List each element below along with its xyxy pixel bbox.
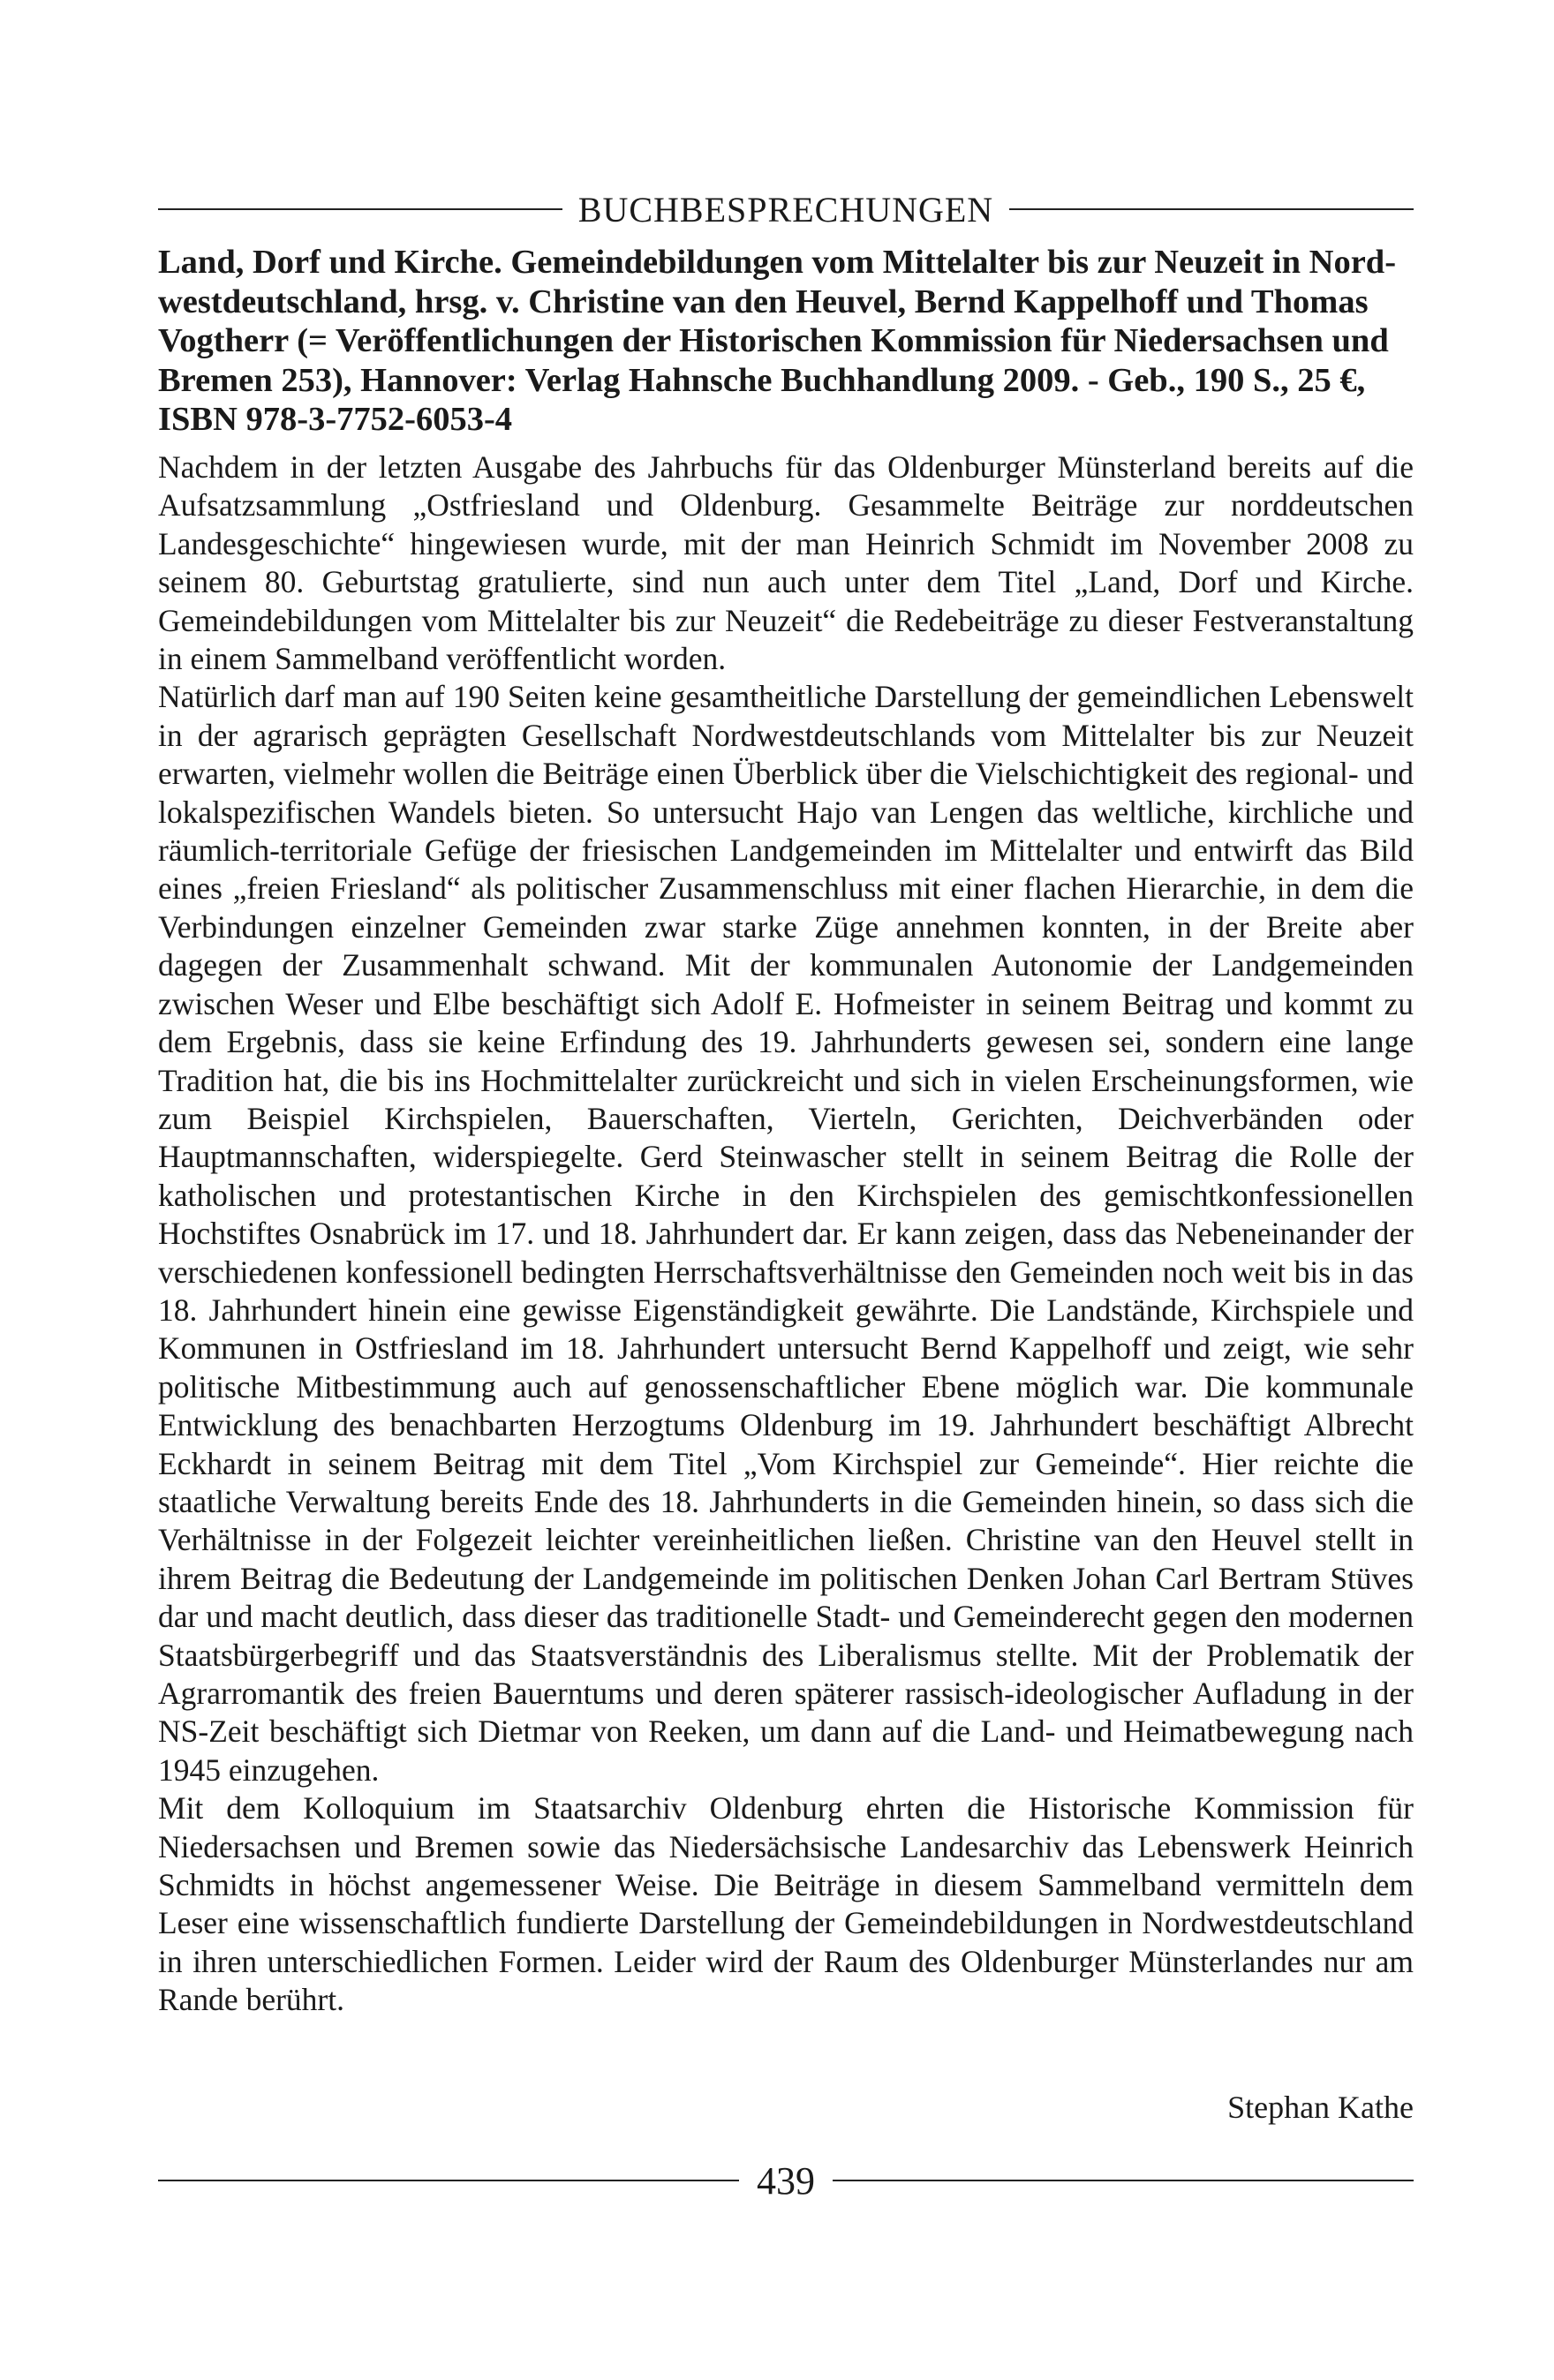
page-footer: [158, 2154, 1414, 2207]
page-number: 439: [757, 2158, 815, 2203]
footer-rule-right: [833, 2180, 1414, 2181]
paragraph: Mit dem Kolloquium im Staatsarchiv Oldenburg ehrten die Historische Kommission für Niedersachsen und Bremen sowie das Niedersächsische Landesarchiv das Lebenswerk Heinrich Schmidts in höchst angemessener Weise. Die Beiträge in diesem Sammelband vermitteln dem Leser eine wissenschaftlich fundierte Darstellung der Gemeindebildungen in Nordwestdeutschland in ihren unterschiedlichen Formen. Leider wird der Raum des Oldenburger Münsterlandes nur am Rande berührt.: [158, 1790, 1414, 2018]
footer-rule-left: [158, 2180, 739, 2181]
citation-line: westdeutschland, hrsg. v. Christine van den Heuvel, Bernd Kappelhoff und Thomas: [158, 282, 1369, 320]
review-body: [158, 448, 1414, 2020]
citation-line: ISBN 978-3-7752-6053-4: [158, 401, 513, 438]
paragraph: Nachdem in der letzten Ausgabe des Jahrbuchs für das Oldenburger Münsterland bereits auf die Aufsatzsammlung „Ostfriesland und Oldenburg. Gesammelte Beiträge zur norddeutschen Landesgeschichte“ hingewiesen wurde, mit der man Heinrich Schmidt im November 2008 zu seinem 80. Geburtstag gratulierte, sind nun auch unter dem Titel „Land, Dorf und Kirche. Gemeindebildungen vom Mittelalter bis zur Neuzeit“ die Redebeiträge zu dieser Festveranstaltung in einem Sammelband veröffentlicht worden.: [158, 449, 1414, 677]
running-header: [158, 187, 1414, 231]
header-rule-left: [158, 208, 562, 210]
citation-line: Bremen 253), Hannover: Verlag Hahnsche Buchhandlung 2009. - Geb., 190 S., 25 €,: [158, 361, 1366, 399]
citation-line: Land, Dorf und Kirche. Gemeindebildungen vom Mittelalter bis zur Neuzeit in Nord-: [158, 244, 1397, 281]
review-author: Stephan Kathe: [1227, 2090, 1414, 2125]
paragraph: Natürlich darf man auf 190 Seiten keine gesamtheitliche Darstellung der gemeindlichen Lebenswelt in der agrarisch geprägten Gesellschaft Nordwestdeutschlands vom Mittelalter bis zur Neuzeit erwarten, vielmehr wollen die Beiträge einen Überblick über die Vielschichtigkeit des regional- und lokalspezifischen Wandels bieten. So untersucht Hajo van Lengen das weltliche, kirchliche und räumlich-territoriale Gefüge der friesischen Landgemeinden im Mittelalter und entwirft das Bild eines „freien Friesland“ als politischer Zusammenschluss mit einer flachen Hierarchie, in dem die Verbindungen einzelner Gemeinden zwar starke Züge annehmen konnten, in der Breite aber dagegen der Zusammenhalt schwand. Mit der kommunalen Autonomie der Landgemeinden zwischen Weser und Elbe beschäftigt sich Adolf E. Hofmeister in seinem Beitrag und kommt zu dem Ergebnis, dass sie keine Erfindung des 19. Jahrhunderts gewesen sei, sondern eine lange Tradition hat, die bis ins Hochmittelalter zurückreicht und sich in vielen Erscheinungsformen, wie zum Beispiel Kirchspielen, Bauerschaften, Vierteln, Gerichten, Deichverbänden oder Hauptmannschaften, widerspiegelte. Gerd Steinwascher stellt in seinem Beitrag die Rolle der katholischen und protestantischen Kirche in den Kirchspielen des gemischtkonfessionellen Hochstiftes Osnabrück im 17. und 18. Jahrhundert dar. Er kann zeigen, dass das Nebeneinander der verschiedenen konfessionell bedingten Herrschaftsverhältnisse den Gemeinden noch weit bis in das 18. Jahrhundert hinein eine gewisse Eigenständigkeit gewährte. Die Landstände, Kirchspiele und Kommunen in Ostfriesland im 18. Jahrhundert untersucht Bernd Kappelhoff und zeigt, wie sehr politische Mitbestimmung auch auf genossenschaftlicher Ebene möglich war. Die kommunale Entwicklung des benachbarten Herzogtums Oldenburg im 19. Jahrhundert beschäftigt Albrecht Eckhardt in seinem Beitrag mit dem Titel „Vom Kirchspiel zur Gemeinde“. Hier reichte die staatliche Verwaltung bereits Ende des 18. Jahrhunderts in die Gemeinden hinein, so dass sich die Verhältnisse in der Folgezeit leichter vereinheitlichen ließen. Christine van den Heuvel stellt in ihrem Beitrag die Bedeutung der Landgemeinde im politischen Denken Johan Carl Bertram Stüves dar und macht deutlich, dass dieser das traditionelle Stadt- und Gemeinderecht gegen den modernen Staatsbürgerbegriff und das Staatsverständnis des Liberalismus stellte. Mit der Problematik der Agrarromantik des freien Bauerntums und deren späterer rassisch-ideologischer Aufladung in der NS-Zeit beschäftigt sich Dietmar von Reeken, um dann auf die Land- und Heimatbewegung nach 1945 einzugehen.: [158, 679, 1414, 1788]
header-rule-right: [1009, 208, 1414, 210]
book-citation: [158, 243, 1414, 440]
citation-line: Vogtherr (= Veröffentlichungen der Historischen Kommission für Niedersachsen und: [158, 322, 1389, 359]
section-title: BUCHBESPRECHUNGEN: [577, 189, 994, 230]
